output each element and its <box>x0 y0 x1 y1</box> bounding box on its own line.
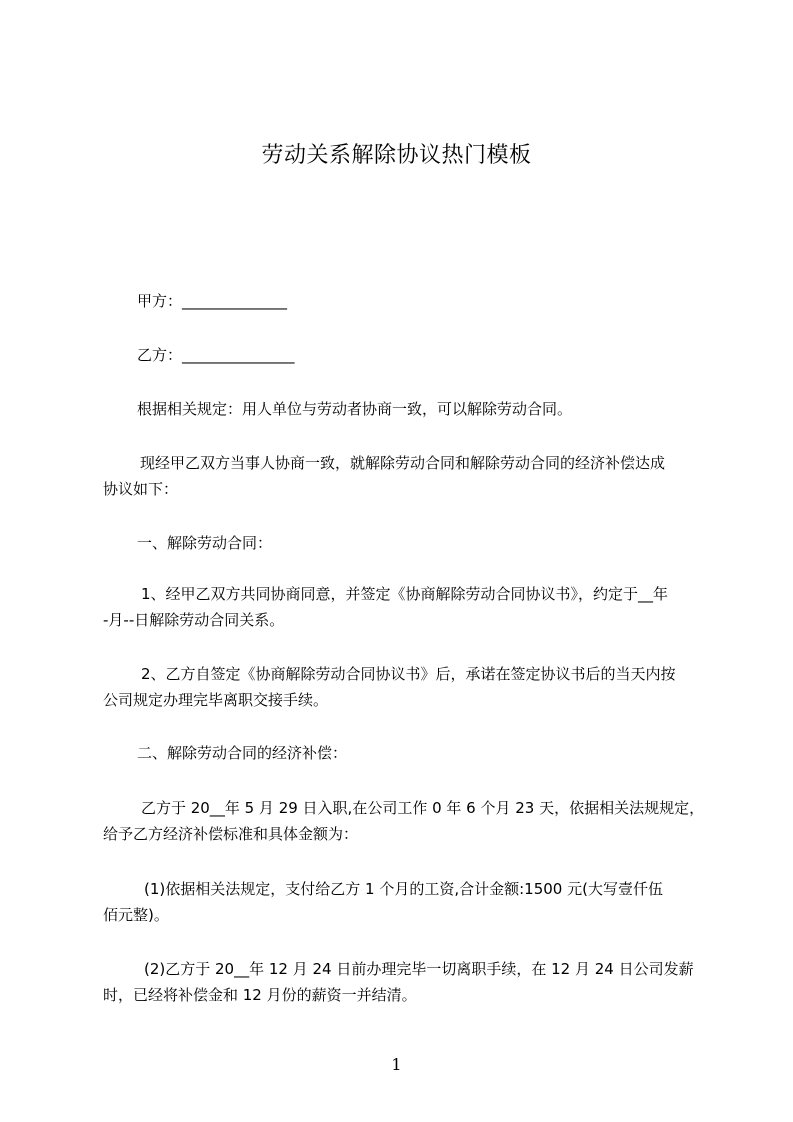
section-2-item-2 <box>103 956 703 1008</box>
section-1-item-2-line-2: 公司规定办理完毕离职交接手续。 <box>103 691 329 709</box>
section-1-item-1 <box>103 581 703 633</box>
section-1-item-1-line-2: -月--日解除劳动合同关系。 <box>103 611 285 629</box>
section-2-heading: 二、解除劳动合同的经济补偿： <box>137 744 348 762</box>
section-1-heading: 一、解除劳动合同： <box>137 534 273 552</box>
intro-line-2: 协议如下： <box>103 480 179 498</box>
section-2-item-2-line-2: 时，已经将补偿金和 12 月份的薪资一并结清。 <box>103 986 417 1004</box>
section-2-intro-line-2: 给予乙方经济补偿标准和具体金额为： <box>103 825 359 843</box>
party-b-line: 乙方：_______________ <box>137 346 295 364</box>
section-2-item-1-line-2: 佰元整)。 <box>103 906 169 924</box>
intro-line-1: 现经甲乙双方当事人协商一致，就解除劳动合同和解除劳动合同的经济补偿达成 <box>140 454 666 472</box>
section-1-item-2 <box>103 661 703 713</box>
section-2-intro <box>103 795 703 847</box>
section-1-item-1-line-1: 1、经甲乙双方共同协商同意，并签定《协商解除劳动合同协议书》，约定于__年 <box>141 585 669 603</box>
section-2-intro-line-1: 乙方于 20__年 5 月 29 日入职,在公司工作 0 年 6 个月 23 天，依据相关法规规定， <box>141 799 705 817</box>
section-1-item-2-line-1: 2、乙方自签定《协商解除劳动合同协议书》后，承诺在签定协议书后的当天内按 <box>141 665 676 683</box>
page-number: 1 <box>391 1055 402 1074</box>
section-2-item-1 <box>103 876 703 928</box>
legal-basis-paragraph: 根据相关规定：用人单位与劳动者协商一致，可以解除劳动合同。 <box>137 400 573 418</box>
section-2-item-1-line-1: (1)依据相关法规定，支付给乙方 1 个月的工资,合计金额:1500 元(大写壹仟伍 <box>144 880 663 898</box>
section-2-item-2-line-1: (2)乙方于 20__年 12 月 24 日前办理完毕一切离职手续，在 12 月 24 日公司发薪 <box>144 960 694 978</box>
party-a-line: 甲方：______________ <box>137 292 288 310</box>
document-title: 劳动关系解除协议热门模板 <box>261 143 532 168</box>
intro-paragraph <box>103 450 703 502</box>
